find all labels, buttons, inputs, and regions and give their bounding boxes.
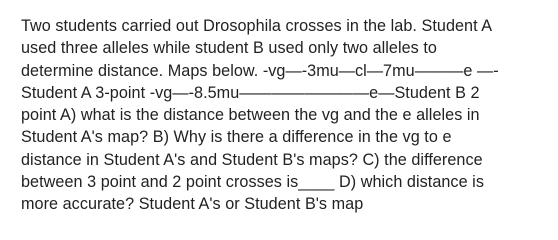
question-line: more accurate? Student A's or Student B's map — [21, 195, 364, 214]
question-text — [21, 15, 551, 216]
question-line: Student A's map? B) Why is there a difference in the vg to e — [21, 128, 452, 147]
question-line: used three alleles while student B used only two alleles to — [21, 39, 437, 58]
question-line: point A) what is the distance between the vg and the e alleles in — [21, 106, 480, 125]
question-line: between 3 point and 2 point crosses is____ D) which distance is — [21, 173, 484, 192]
question-line: Student A 3-point -vg—-8.5mu————————e—Student B 2 — [21, 83, 480, 102]
question-line: determine distance. Maps below. -vg—-3mu—cl—7mu———e —- — [21, 61, 499, 80]
question-line: distance in Student A's and Student B's maps? C) the difference — [21, 150, 483, 169]
question-line: Two students carried out Drosophila crosses in the lab. Student A — [21, 17, 493, 35]
